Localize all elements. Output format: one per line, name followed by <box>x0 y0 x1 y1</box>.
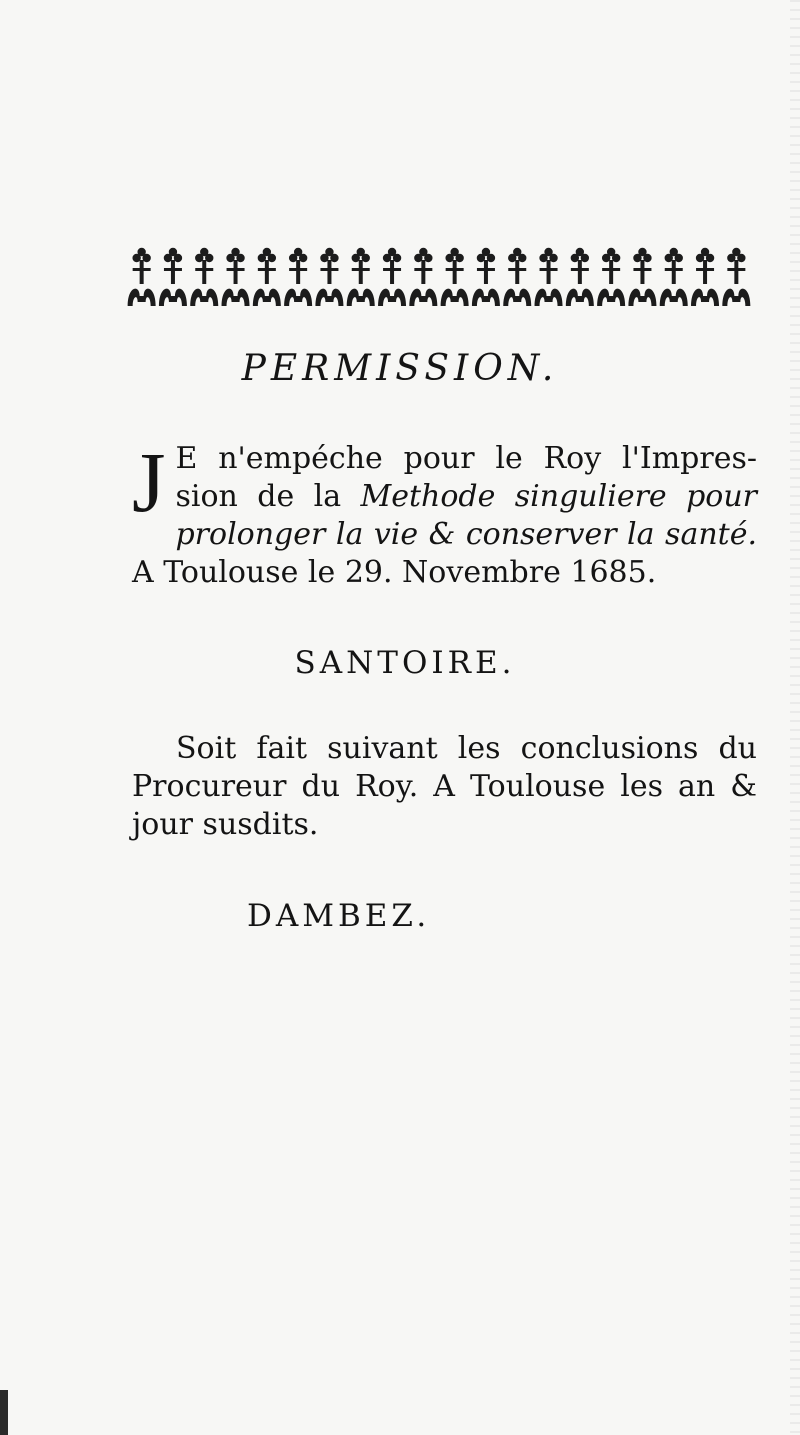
fleuron-icon <box>378 248 406 306</box>
fleuron-icon <box>441 248 469 306</box>
permission-title: PERMISSION. <box>241 348 559 389</box>
fleuron-icon <box>284 248 312 306</box>
fleuron-icon <box>253 248 281 306</box>
order-paragraph: Soit fait suivant les conclusions du Procureur du Roy. A Toulouse les an & jour susdits. <box>132 731 757 842</box>
paragraph-text-end: A Toulouse le 29. Novembre 1685. <box>132 555 657 590</box>
fleuron-icon <box>691 248 719 306</box>
page-edge-left-bottom <box>0 1390 8 1435</box>
fleuron-icon <box>628 248 656 306</box>
fleuron-icon <box>566 248 594 306</box>
fleuron-icon <box>128 248 156 306</box>
fleuron-icon <box>159 248 187 306</box>
fleuron-band-icon <box>126 246 752 310</box>
fleuron-icon <box>472 248 500 306</box>
fleuron-icon <box>597 248 625 306</box>
fleuron-icon <box>409 248 437 306</box>
fleuron-icon <box>315 248 343 306</box>
fleuron-icon <box>660 248 688 306</box>
signatory-santoire: SANTOIRE. <box>294 645 516 681</box>
paragraph-text-start: E n'empéche pour le Roy l'Impres-sion de la <box>175 441 757 514</box>
fleuron-icon <box>535 248 563 306</box>
fleuron-icon <box>222 248 250 306</box>
signatory-dambez: DAMBEZ. <box>247 898 431 934</box>
book-title: Methode singuliere pour prolonger la vie & conserver la santé. <box>175 479 758 552</box>
page-edge-right <box>790 0 800 1435</box>
permission-paragraph <box>132 434 758 592</box>
fleuron-icon <box>347 248 375 306</box>
fleuron-icon <box>722 248 750 306</box>
fleuron-icon <box>503 248 531 306</box>
fleuron-icon <box>190 248 218 306</box>
drop-cap: J <box>132 434 166 530</box>
